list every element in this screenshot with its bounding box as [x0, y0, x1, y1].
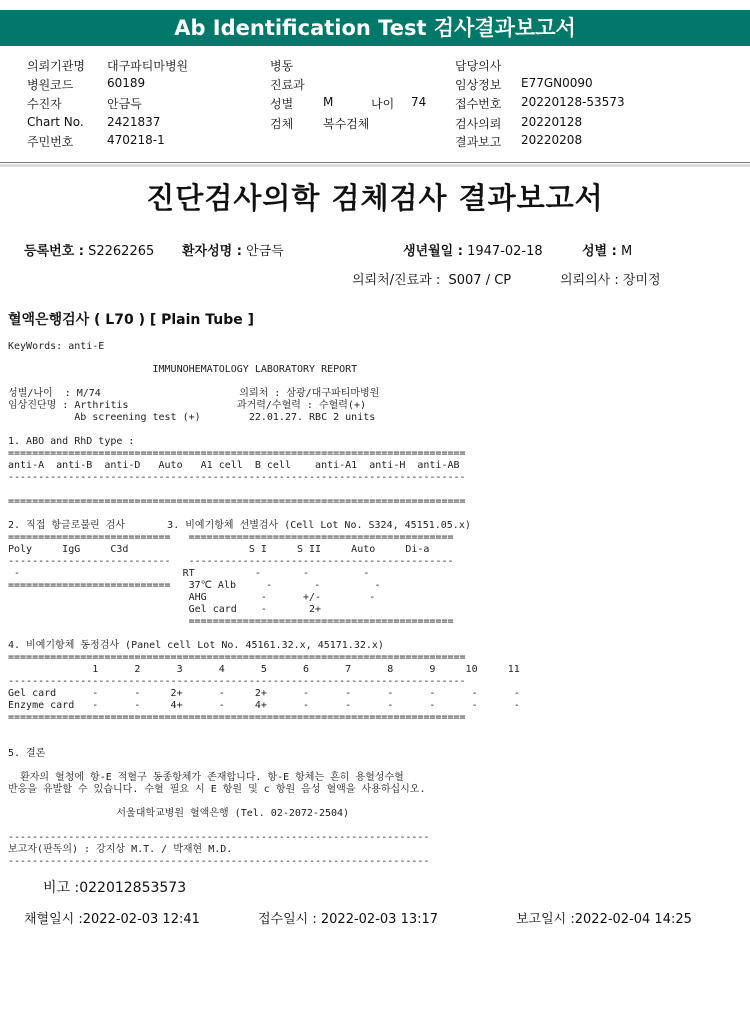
report-line: anti-A anti-B anti-D Auto A1 cell B cell anti-A1 anti-H anti-AB [8, 460, 460, 471]
report-line: - RT - - - [8, 568, 370, 579]
result-date-value: 20220208 [521, 133, 583, 147]
report-line: 4. 비예기항체 동정검사 (Panel cell Lot No. 45161.32.x, 45171.32.x) [8, 640, 384, 651]
patient-name-value: 안금득 [246, 244, 284, 259]
chart-no-label: Chart No. [27, 115, 84, 129]
receipt-no-label: 접수번호 [455, 97, 502, 111]
report-line: 임상진단명 : Arthritis 과거력/수혈력 : 수혈력(+) [8, 400, 366, 411]
report-line [8, 724, 748, 736]
report-line: 보고자(판독의) : 강지상 M.T. / 박재현 M.D. [8, 844, 233, 855]
sex-label: 성별 [270, 97, 294, 111]
report-line: AHG - +/- - [8, 592, 376, 603]
resident-no-value: 470218-1 [107, 133, 165, 147]
report-line: 환자의 혈청에 항-E 적혈구 동종항체가 존재합니다. 항-E 항체는 흔히 용혈성수혈 [8, 772, 404, 783]
hospital-value: 대구파티마병원 [107, 59, 189, 73]
report-line: Gel card - 2+ [8, 604, 322, 615]
requesting-dept [352, 269, 511, 288]
report-line: ============================================================================ [8, 496, 466, 507]
report-line [8, 736, 748, 748]
report-line [8, 820, 748, 832]
report-line [8, 628, 748, 640]
report-line: --------------------------- -------------------------------------------- [8, 556, 454, 567]
hospital-code-value: 60189 [107, 76, 146, 90]
chart-no-value: 2421837 [107, 115, 161, 129]
report-line: Poly IgG C3d S I S II Auto Di-a [8, 544, 430, 555]
patient-name [182, 240, 284, 259]
ward-label: 병동 [270, 59, 294, 73]
report-line [8, 424, 748, 436]
report-line: ============================================ [8, 616, 454, 627]
sex-value: M [323, 95, 334, 109]
patient-name-label: 환자성명 : [182, 244, 242, 259]
section-title: 혈액은행검사 ( L70 ) [ Plain Tube ] [8, 312, 255, 328]
report-line: 반응을 유발할 수 있습니다. 수혈 필요 시 E 항원 및 c 항원 음성 혈액을 사용하십시오. [8, 784, 426, 795]
doctor-label: 담당의사 [455, 59, 502, 73]
patient-label: 수진자 [27, 97, 62, 111]
hospital-code-label: 병원코드 [27, 78, 74, 92]
clinical-info-value: E77GN0090 [521, 76, 593, 90]
registration-value: S2262265 [88, 244, 155, 259]
specimen-value: 복수검체 [323, 117, 370, 131]
collection-time [24, 908, 200, 927]
requesting-dept-value: S007 / CP [448, 273, 512, 288]
banner [0, 10, 750, 46]
banner-title: Ab Identification Test 검사결과보고서 [174, 16, 576, 40]
report-line [8, 760, 748, 772]
report-line: 5. 결론 [8, 748, 46, 759]
report-time [516, 908, 692, 927]
header-divider-shadow [0, 164, 750, 167]
report-line: 1. ABO and RhD type : [8, 436, 135, 447]
receipt-time [258, 908, 438, 927]
requesting-doctor-label: 의뢰의사 : [560, 273, 619, 288]
lab-report-body [8, 364, 748, 868]
hospital-label: 의뢰기관명 [27, 59, 85, 73]
result-date-label: 결과보고 [455, 135, 502, 149]
age-value: 74 [411, 95, 427, 109]
requesting-doctor [560, 269, 661, 288]
report-line: Ab screening test (+) 22.01.27. RBC 2 units [8, 412, 376, 423]
report-line: ---------------------------------------------------------------------- [8, 832, 430, 843]
report-line: ============================================================================ [8, 712, 466, 723]
specimen-label: 검체 [270, 117, 294, 131]
remark [43, 877, 186, 897]
report-line: 성별/나이 : M/74 의뢰처 : 삼광/대구파티마병원 [8, 388, 380, 399]
report-title: 진단검사의학 검체검사 결과보고서 [146, 181, 604, 215]
report-line: ============================================================================ [8, 448, 466, 459]
report-line: ---------------------------------------------------------------------- [8, 856, 430, 867]
age-label: 나이 [371, 97, 395, 111]
collection-label: 채혈일시 : [24, 912, 83, 927]
report-line: IMMUNOHEMATOLOGY LABORATORY REPORT [8, 364, 358, 375]
report-time-value: 2022-02-04 14:25 [574, 912, 692, 927]
report-time-label: 보고일시 : [516, 912, 575, 927]
report-line: Gel card - - 2+ - 2+ - - - - - - [8, 688, 520, 699]
report-sex-value: M [620, 244, 633, 259]
patient-value: 안금득 [107, 97, 142, 111]
remark-value: 022012853573 [79, 880, 187, 896]
report-line: ---------------------------------------------------------------------------- [8, 676, 466, 687]
report-line: 2. 직접 항글로불린 검사 3. 비예기항체 선별검사 (Cell Lot No. S324, 45151.05.x) [8, 520, 471, 531]
keywords: KeyWords: anti-E [8, 341, 105, 352]
dept-label: 진료과 [270, 78, 305, 92]
resident-no-label: 주민번호 [27, 135, 74, 149]
report-line [8, 508, 748, 520]
collection-value: 2022-02-03 12:41 [82, 912, 200, 927]
report-line: ============================================================================ [8, 652, 466, 663]
report-line: 서울대학교병원 혈액은행 (Tel. 02-2072-2504) [8, 808, 350, 819]
report-sex [582, 240, 632, 259]
report-line: 1 2 3 4 5 6 7 8 9 10 11 [8, 664, 520, 675]
header-divider [0, 162, 750, 163]
report-line [8, 376, 748, 388]
report-line: Enzyme card - - 4+ - 4+ - - - - - - [8, 700, 520, 711]
request-date-label: 검사의뢰 [455, 117, 502, 131]
registration-no [24, 240, 154, 259]
report-line: ---------------------------------------------------------------------------- [8, 472, 466, 483]
requesting-dept-label: 의뢰처/진료과 : [352, 273, 441, 288]
birth-date [403, 240, 543, 259]
report-line: =========================== 37℃ Alb - - - [8, 580, 381, 591]
report-sex-label: 성별 : [582, 244, 617, 259]
report-line [8, 484, 748, 496]
birth-date-label: 생년월일 : [403, 244, 463, 259]
report-line [8, 796, 748, 808]
receipt-label: 접수일시 : [258, 912, 317, 927]
receipt-no-value: 20220128-53573 [521, 95, 625, 109]
requesting-doctor-value: 장미정 [622, 273, 661, 288]
receipt-value: 2022-02-03 13:17 [320, 912, 439, 927]
remark-label: 비고 : [43, 880, 80, 896]
clinical-info-label: 임상정보 [455, 78, 502, 92]
report-line: =========================== ============================================ [8, 532, 454, 543]
birth-date-value: 1947-02-18 [467, 244, 543, 259]
registration-label: 등록번호 : [24, 244, 84, 259]
request-date-value: 20220128 [521, 115, 583, 129]
